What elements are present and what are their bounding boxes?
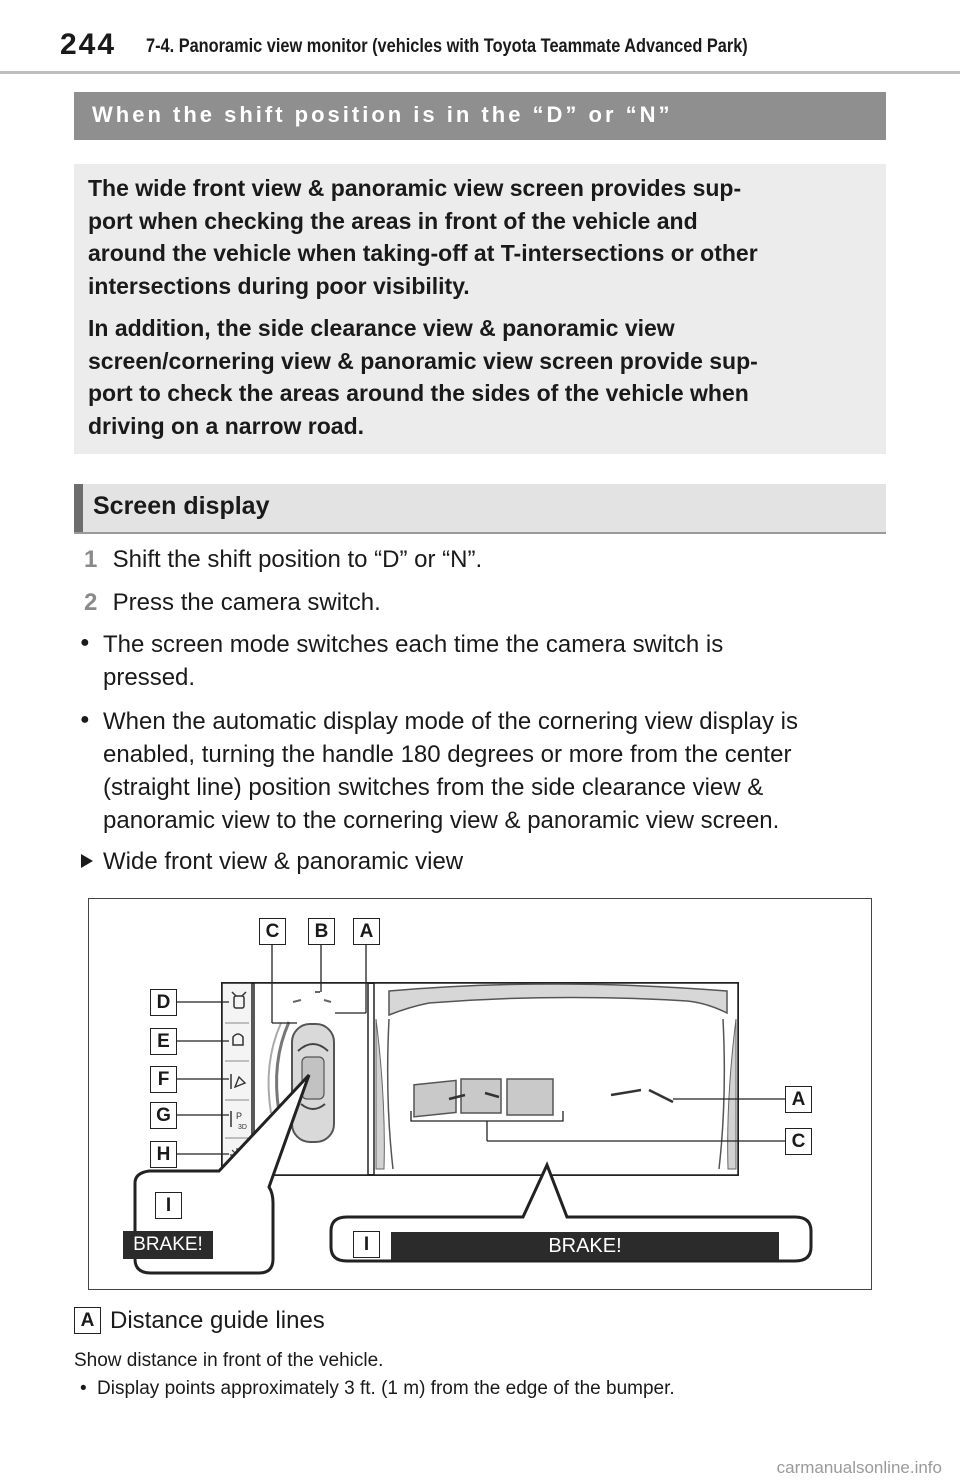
section-heading-screen-display <box>74 484 886 534</box>
callout-label-b: B <box>308 918 335 945</box>
legend-a-title: Distance guide lines <box>110 1307 325 1334</box>
callout-label-f: F <box>150 1066 177 1093</box>
section-title: When the shift position is in the “D” or “N” <box>92 102 673 127</box>
intro-paragraph-2: In addition, the side clearance view & panoramic view screen/cornering view & panoramic view screen provide sup- port to check the areas around the sides of the vehicle when driving on a narrow road. <box>88 315 758 439</box>
park-assist-p-text: P <box>236 1111 243 1121</box>
brake-warning-right: BRAKE! <box>548 1235 622 1257</box>
callout-label-c-right: C <box>785 1128 812 1155</box>
park-assist-3d-text: 3D <box>238 1124 247 1131</box>
callout-label-i-left: I <box>155 1192 182 1219</box>
section-heading-shift-position <box>74 92 886 140</box>
chapter-title: 7-4. Panoramic view monitor (vehicles with Toyota Teammate Advanced Park) <box>146 36 748 57</box>
bullet-automatic-display: When the automatic display mode of the cornering view display is enabled, turning the handle 180 degrees or more from the center (straight line) position switches from the side clearance view & panoramic view to the cornering view & panoramic view screen. <box>103 708 799 834</box>
legend-a-description: Show distance in front of the vehicle. <box>74 1350 384 1371</box>
sub-heading: Wide front view & panoramic view <box>103 848 464 875</box>
callout-label-i-right: I <box>353 1231 380 1258</box>
legend-a-bullet-dot: • <box>80 1378 87 1399</box>
legend-a-bullet: Display points approximately 3 ft. (1 m) from the edge of the bumper. <box>97 1378 675 1399</box>
brake-warning-left: BRAKE! <box>133 1234 203 1255</box>
callout-label-a: A <box>353 918 380 945</box>
screen-illustration <box>88 898 872 1290</box>
callout-label-g: G <box>150 1102 177 1129</box>
heading-accent-bar <box>74 484 83 532</box>
header-divider <box>0 71 960 74</box>
callout-label-c: C <box>259 918 286 945</box>
step-2: 2 Press the camera switch. <box>84 589 381 616</box>
bullet-dot-icon: ● <box>80 711 90 728</box>
legend-label-a: A <box>74 1307 101 1334</box>
bullet-dot-icon: ● <box>80 634 90 651</box>
triangle-arrow-icon <box>80 853 94 869</box>
page-number: 244 <box>60 28 117 61</box>
callout-label-e: E <box>150 1028 177 1055</box>
section-title: Screen display <box>93 492 270 520</box>
callout-label-a-right: A <box>785 1086 812 1113</box>
callout-label-h: H <box>150 1141 177 1168</box>
bullet-screen-mode: The screen mode switches each time the camera switch is pressed. <box>103 631 724 691</box>
watermark: carmanualsonline.info <box>776 1458 942 1477</box>
callout-label-d: D <box>150 989 177 1016</box>
step-1: 1 Shift the shift position to “D” or “N”. <box>84 546 483 573</box>
intro-paragraph-1: The wide front view & panoramic view screen provides sup- port when checking the areas in front of the vehicle and around the vehicle when taking-off at T-intersections or other intersections during poor visibility. <box>88 175 758 299</box>
intro-box <box>74 164 886 454</box>
page-header <box>0 0 960 72</box>
